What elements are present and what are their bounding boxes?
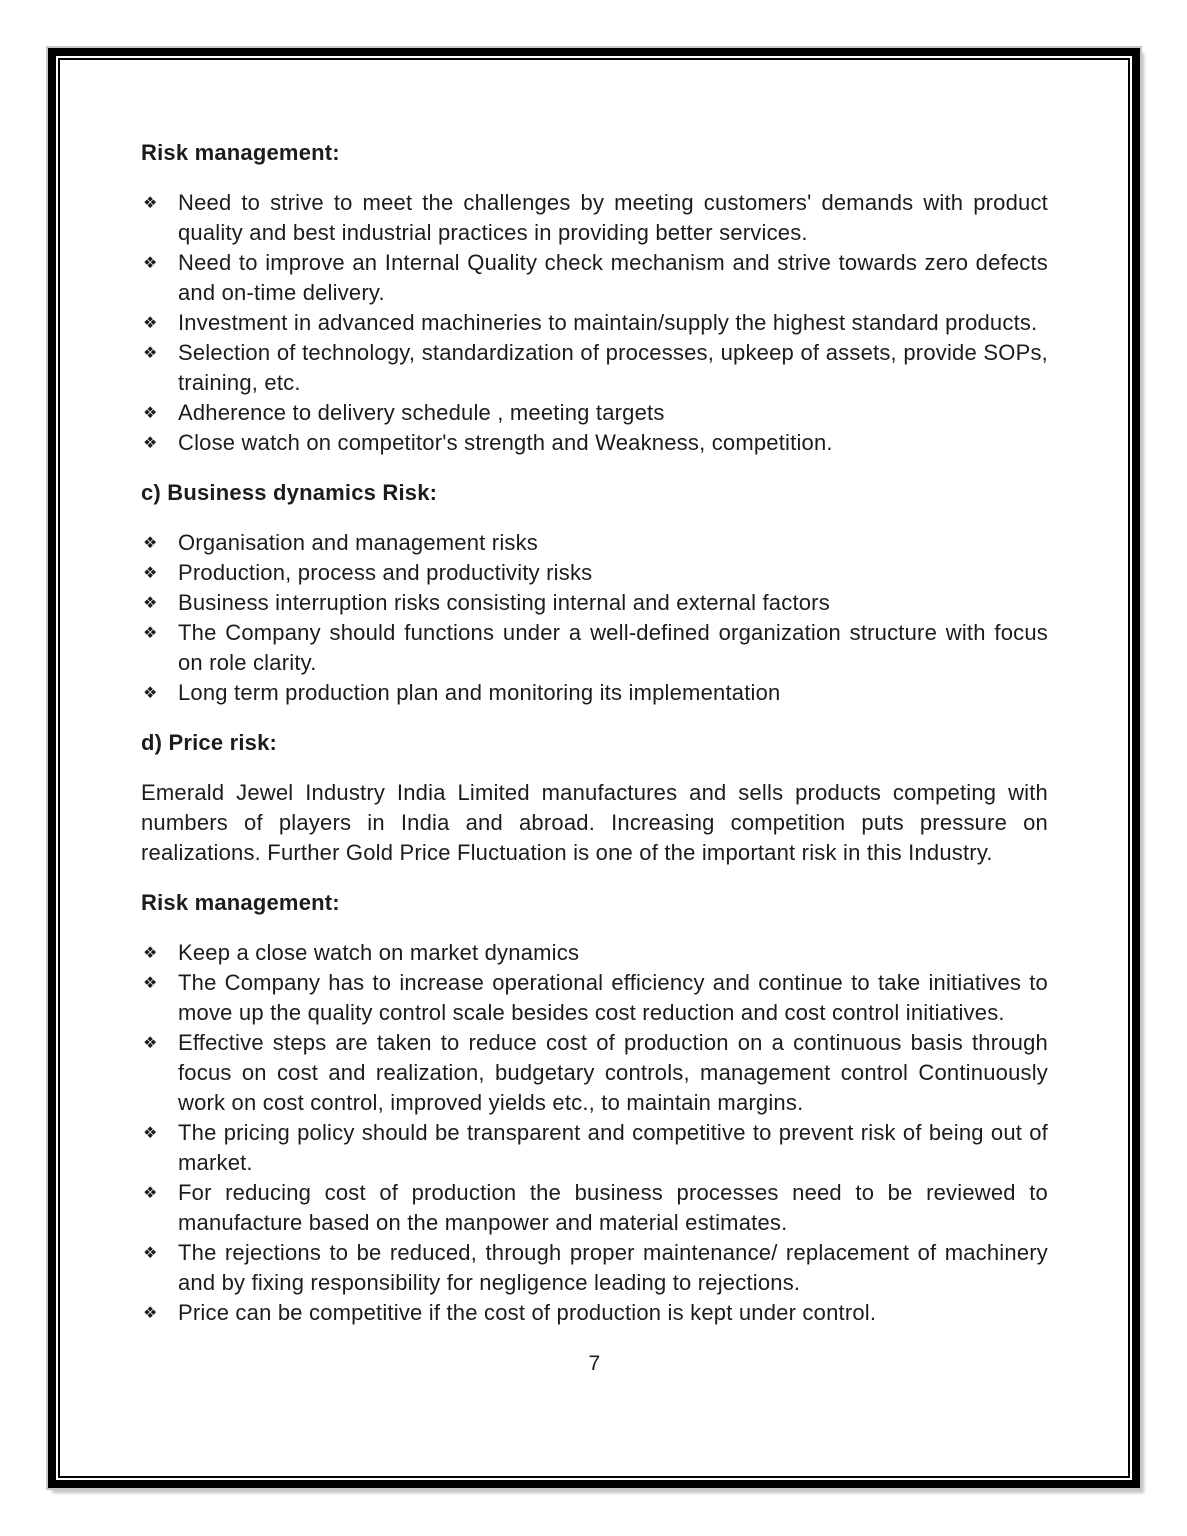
- list-item-text: Business interruption risks consisting internal and external factors: [178, 590, 830, 615]
- list-item: [141, 248, 1048, 308]
- list-item: [141, 1178, 1048, 1238]
- diamond-bullet-icon: ❖: [143, 683, 158, 702]
- list-item: [141, 938, 1048, 968]
- business-dynamics-list: [141, 528, 1048, 708]
- diamond-bullet-icon: ❖: [143, 623, 158, 642]
- list-item: [141, 968, 1048, 1028]
- risk-management-list-2: [141, 938, 1048, 1328]
- diamond-bullet-icon: ❖: [143, 403, 158, 422]
- diamond-bullet-icon: ❖: [143, 1033, 158, 1052]
- list-item-text: Investment in advanced machineries to maintain/supply the highest standard products.: [178, 310, 1038, 335]
- list-item: [141, 558, 1048, 588]
- diamond-bullet-icon: ❖: [143, 1243, 158, 1262]
- heading-risk-management-1: Risk management:: [141, 140, 340, 165]
- diamond-bullet-icon: ❖: [143, 563, 158, 582]
- diamond-bullet-icon: ❖: [143, 1123, 158, 1142]
- list-item-text: Adherence to delivery schedule , meeting targets: [178, 400, 665, 425]
- list-item-text: Close watch on competitor's strength and Weakness, competition.: [178, 430, 833, 455]
- list-item: [141, 1118, 1048, 1178]
- list-item: [141, 1028, 1048, 1118]
- list-item: [141, 338, 1048, 398]
- diamond-bullet-icon: ❖: [143, 343, 158, 362]
- price-risk-paragraph: Emerald Jewel Industry India Limited manufactures and sells products competing with numbers of players in India and abroad. Increasing competition puts pressure on realizations. Further Gold Price Fluctuation is one of the important risk in this Industry.: [141, 780, 1048, 865]
- diamond-bullet-icon: ❖: [143, 593, 158, 612]
- list-item-text: The Company should functions under a well-defined organization structure with focus on role clarity.: [178, 620, 1048, 675]
- list-item: [141, 618, 1048, 678]
- list-item-text: The pricing policy should be transparent and competitive to prevent risk of being out of market.: [178, 1120, 1048, 1175]
- diamond-bullet-icon: ❖: [143, 1303, 158, 1322]
- heading-price-risk: d) Price risk:: [141, 730, 278, 755]
- list-item: [141, 1298, 1048, 1328]
- list-item: [141, 678, 1048, 708]
- heading-business-dynamics-risk: c) Business dynamics Risk:: [141, 480, 438, 505]
- diamond-bullet-icon: ❖: [143, 433, 158, 452]
- diamond-bullet-icon: ❖: [143, 313, 158, 332]
- list-item: [141, 398, 1048, 428]
- list-item-text: Selection of technology, standardization of processes, upkeep of assets, provide SOPs, training, etc.: [178, 340, 1048, 395]
- diamond-bullet-icon: ❖: [143, 193, 158, 212]
- list-item-text: Effective steps are taken to reduce cost of production on a continuous basis through focus on cost and realization, budgetary controls, management control Continuously work on cost control, improved yields etc., to maintain margins.: [178, 1030, 1048, 1115]
- risk-management-list-1: [141, 188, 1048, 458]
- diamond-bullet-icon: ❖: [143, 973, 158, 992]
- list-item-text: Long term production plan and monitoring its implementation: [178, 680, 781, 705]
- list-item: [141, 588, 1048, 618]
- page-content: [60, 60, 1128, 1379]
- diamond-bullet-icon: ❖: [143, 943, 158, 962]
- diamond-bullet-icon: ❖: [143, 1183, 158, 1202]
- page-border-inner: [58, 58, 1130, 1478]
- list-item: [141, 428, 1048, 458]
- heading-risk-management-2: Risk management:: [141, 890, 340, 915]
- list-item-text: The Company has to increase operational efficiency and continue to take initiatives to move up the quality control scale besides cost reduction and cost control initiatives.: [178, 970, 1048, 1025]
- list-item-text: Need to improve an Internal Quality check mechanism and strive towards zero defects and on-time delivery.: [178, 250, 1048, 305]
- list-item-text: Organisation and management risks: [178, 530, 539, 555]
- list-item: [141, 528, 1048, 558]
- list-item: [141, 308, 1048, 338]
- list-item-text: Need to strive to meet the challenges by meeting customers' demands with product quality and best industrial practices in providing better services.: [178, 190, 1048, 245]
- page-number: 7: [588, 1352, 601, 1375]
- list-item: [141, 1238, 1048, 1298]
- diamond-bullet-icon: ❖: [143, 533, 158, 552]
- page-border-frame: [48, 48, 1140, 1488]
- list-item: [141, 188, 1048, 248]
- list-item-text: Production, process and productivity risks: [178, 560, 593, 585]
- diamond-bullet-icon: ❖: [143, 253, 158, 272]
- list-item-text: Price can be competitive if the cost of production is kept under control.: [178, 1300, 877, 1325]
- list-item-text: The rejections to be reduced, through proper maintenance/ replacement of machinery and by fixing responsibility for negligence leading to rejections.: [178, 1240, 1048, 1295]
- list-item-text: Keep a close watch on market dynamics: [178, 940, 580, 965]
- list-item-text: For reducing cost of production the business processes need to be reviewed to manufacture based on the manpower and material estimates.: [178, 1180, 1048, 1235]
